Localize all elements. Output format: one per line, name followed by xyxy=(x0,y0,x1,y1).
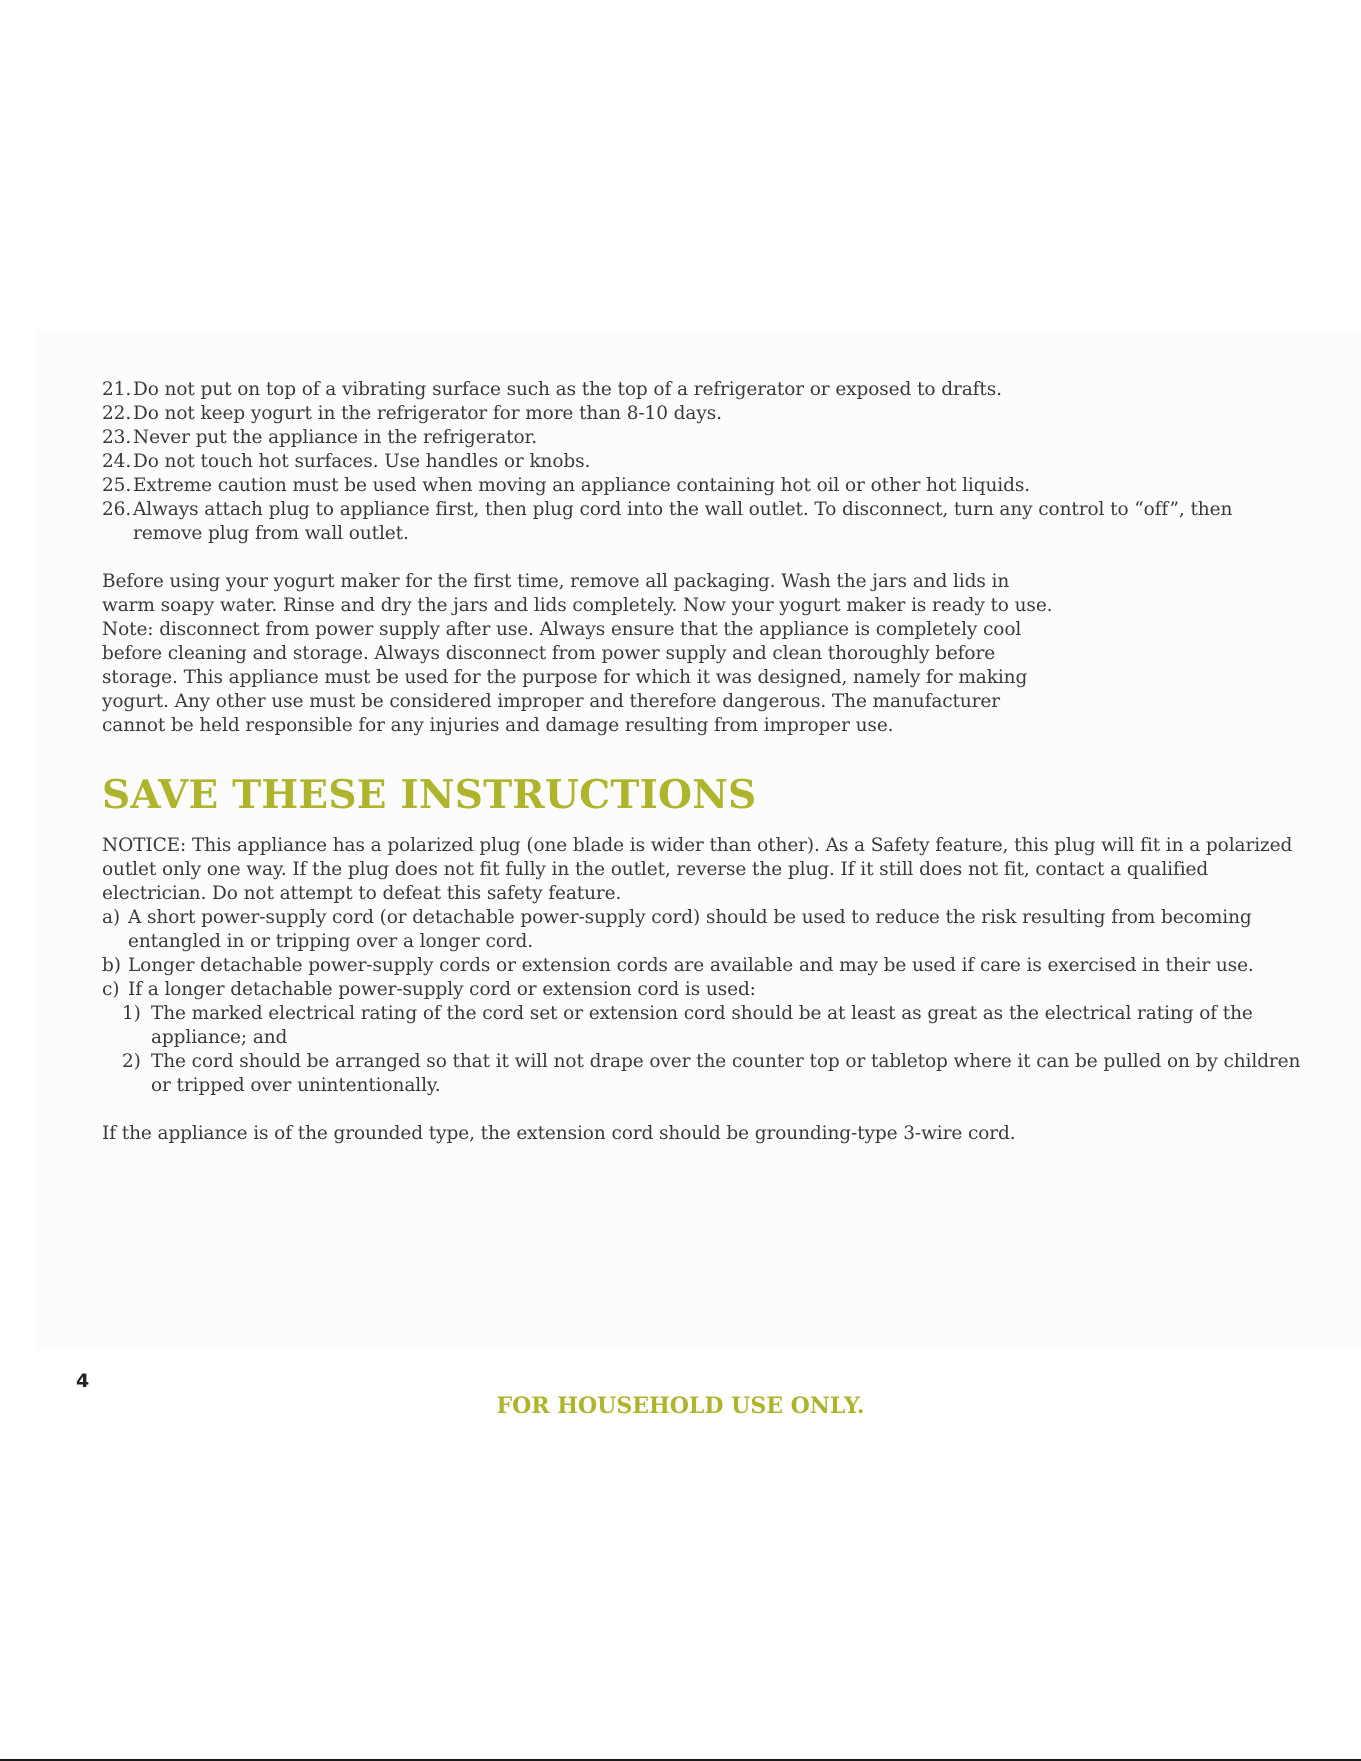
list-item xyxy=(102,402,1302,426)
item-text: The marked electrical rating of the cord set or extension cord should be at least as great as the electrical rating of the appliance; and xyxy=(151,1003,1253,1048)
rule-number: 25. xyxy=(102,475,132,496)
polarized-plug-notice: NOTICE: This appliance has a polarized plug (one blade is wider than other). As a Safety feature, this plug will fit in a polarized outlet only one way. If the plug does not fit fully in the outlet, reverse the plug. If it still does not fit, contact a qualified electrician. Do not attempt to defeat this safety feature. xyxy=(102,835,1293,904)
item-text: A short power-supply cord (or detachable power-supply cord) should be used to reduce the risk resulting from becoming entangled in or tripping over a longer cord. xyxy=(128,907,1252,952)
rule-number: 23. xyxy=(102,427,132,448)
rule-number: 22. xyxy=(102,403,132,424)
item-text: If a longer detachable power-supply cord or extension cord is used: xyxy=(128,979,756,1000)
household-use-footer: FOR HOUSEHOLD USE ONLY. xyxy=(496,1393,865,1419)
safety-rules-list xyxy=(102,378,1302,546)
list-item xyxy=(102,954,1302,978)
list-item xyxy=(102,978,1302,1002)
page-number: 4 xyxy=(76,1370,90,1392)
grounded-type-paragraph: If the appliance is of the grounded type, the extension cord should be grounding-type 3-wire cord. xyxy=(102,1123,1016,1144)
rule-text: Do not touch hot surfaces. Use handles or knobs. xyxy=(133,451,591,472)
list-item xyxy=(122,1050,1302,1098)
item-label: a) xyxy=(102,907,121,928)
before-use-paragraph: Before using your yogurt maker for the first time, remove all packaging. Wash the jars and lids in warm soapy water. Rinse and dry the jars and lids completely. Now your yogurt maker is ready to use. Note: disconnect from power supply after use. Always ensure that the appliance is completely cool before cleaning and storage. Always disconnect from power supply and clean thoroughly before storage. This appliance must be used for the purpose for which it was designed, namely for making yogurt. Any other use must be considered improper and therefore dangerous. The manufacturer cannot be held responsible for any injuries and damage resulting from improper use. xyxy=(102,571,1053,736)
item-label: 2) xyxy=(122,1051,141,1072)
rule-number: 24. xyxy=(102,451,132,472)
item-label: c) xyxy=(102,979,120,1000)
list-item xyxy=(102,474,1302,498)
list-item xyxy=(102,498,1302,546)
item-label: 1) xyxy=(122,1003,141,1024)
item-label: b) xyxy=(102,955,121,976)
rule-text: Do not put on top of a vibrating surface such as the top of a refrigerator or exposed to drafts. xyxy=(133,379,1002,400)
cord-subitems-list xyxy=(102,1002,1302,1098)
rule-text: Never put the appliance in the refrigerator. xyxy=(133,427,538,448)
rule-text: Extreme caution must be used when moving an appliance containing hot oil or other hot liquids. xyxy=(133,475,1031,496)
list-item xyxy=(102,378,1302,402)
list-item xyxy=(122,1002,1302,1050)
document-body xyxy=(102,378,1302,1146)
save-instructions-heading: SAVE THESE INSTRUCTIONS xyxy=(102,772,757,818)
cord-items-list xyxy=(102,906,1302,1002)
list-item xyxy=(102,906,1302,954)
rule-number: 21. xyxy=(102,379,132,400)
item-text: The cord should be arranged so that it will not drape over the counter top or tabletop where it can be pulled on by children or tripped over unintentionally. xyxy=(151,1051,1301,1096)
rule-text: Do not keep yogurt in the refrigerator for more than 8-10 days. xyxy=(133,403,722,424)
rule-number: 26. xyxy=(102,499,132,520)
rule-text: Always attach plug to appliance first, then plug cord into the wall outlet. To disconnect, turn any control to “off”, then remove plug from wall outlet. xyxy=(133,499,1233,544)
list-item xyxy=(102,450,1302,474)
list-item xyxy=(102,426,1302,450)
item-text: Longer detachable power-supply cords or extension cords are available and may be used if care is exercised in their use. xyxy=(128,955,1254,976)
